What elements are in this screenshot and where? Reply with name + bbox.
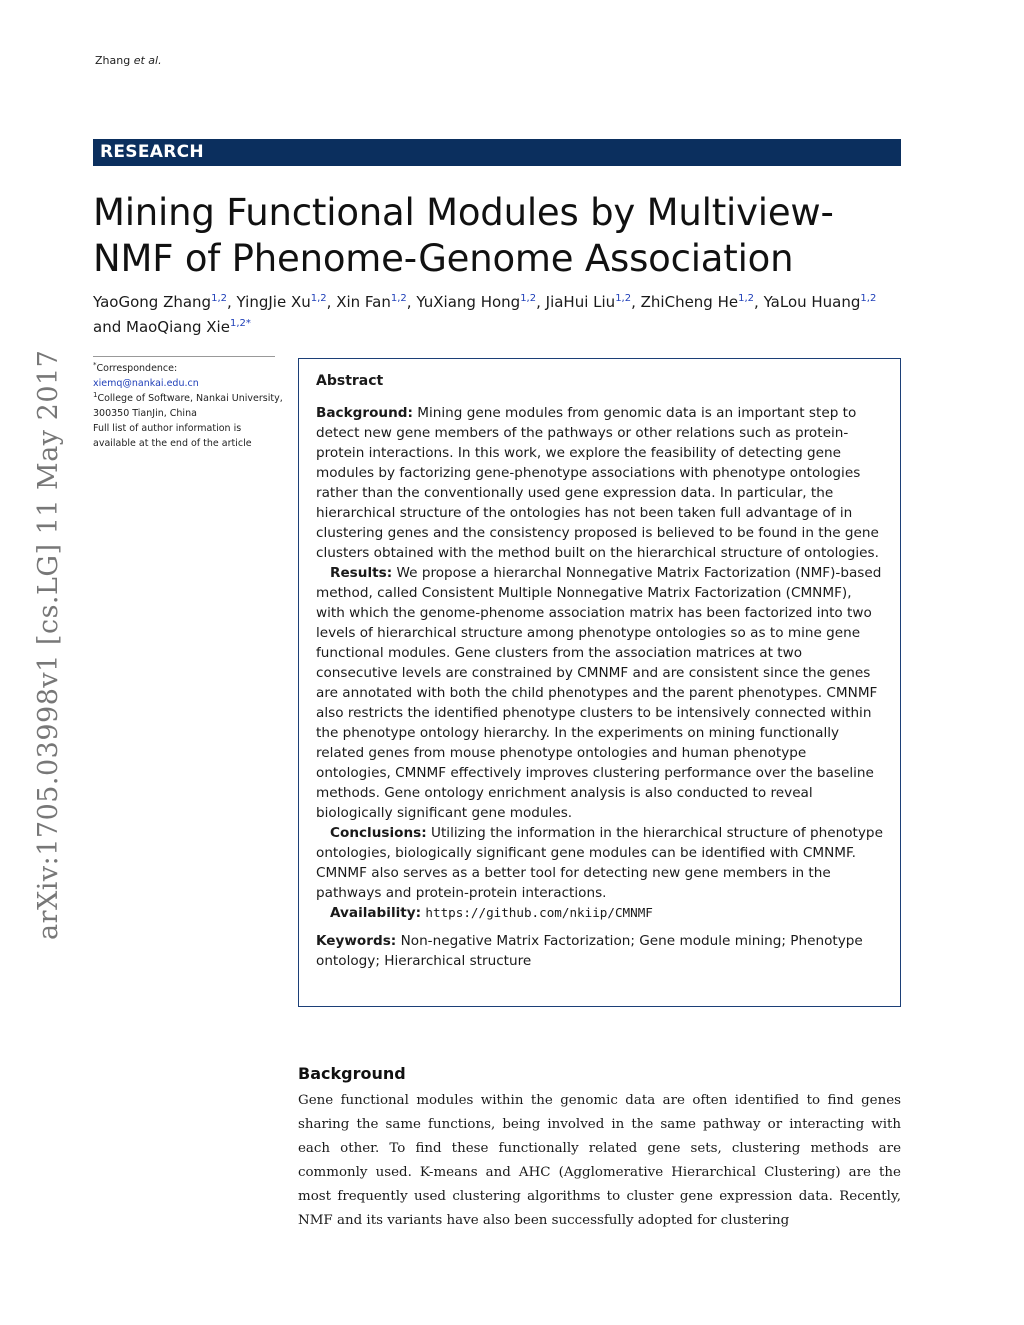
section-heading-background: Background: [298, 1064, 406, 1083]
affiliation-note: $^1$College of Software, Nankai University, 300350 TianJin, China: [93, 391, 283, 419]
author-affiliation[interactable]: 1,2: [520, 293, 537, 304]
abstract-background: Background: Mining gene modules from genomic data is an important step to detect new gene members of the pathways or other relations such as protein-protein interactions. In this work, we explore the feasibility of detecting gene modules by factorizing gene-phenotype associations with phenotype ontologies rather than the conventionally used gene expression data. In particular, the hierarchical structure of the ontologies has not been taken full advantage of in clustering genes and the consistency proposed is believed to be found in the gene clusters obtained with the method built on the hierarchical structure of ontologies.: [316, 405, 879, 561]
availability-link[interactable]: https://github.com/nkiip/CMNMF: [425, 905, 653, 920]
author-info-note: Full list of author information is available at the end of the article: [93, 423, 252, 449]
footnote-rule: [93, 356, 275, 357]
section-banner-label: RESEARCH: [100, 142, 204, 162]
author-name: YaLou Huang: [763, 293, 861, 311]
author-name: YaoGong Zhang: [93, 293, 212, 311]
abstract-box: [298, 358, 901, 1007]
abstract-heading: Abstract: [316, 373, 384, 389]
author-affiliation[interactable]: 1,2: [310, 293, 327, 304]
abstract-results: Results: We propose a hierarchal Nonnegative Matrix Factorization (NMF)-based method, called Consistent Multiple Nonnegative Matrix Factorization (CMNMF), with which the genome-phenome association matrix has been factorized into two levels of hierarchical structure among phenotype ontologies so as to mine gene functional modules. Gene clusters from the association matrices at two consecutive levels are constrained by CMNMF and are consistent since the genes are annotated with both the child phenotypes and the parent phenotypes. CMNMF also restricts the identified phenotype clusters to be intensively connected within the phenotype ontology hierarchy. In the experiments on mining functionally related genes from mouse phenotype ontologies and human phenotype ontologies, CMNMF effectively improves clustering performance over the baseline methods. Gene ontology enrichment analysis is also conducted to reveal biologically significant gene modules.: [316, 565, 882, 821]
abstract-keywords: Keywords: Non-negative Matrix Factorization; Gene module mining; Phenotype ontology; Hierarchical structure: [316, 933, 863, 969]
author-name: ZhiCheng He: [640, 293, 739, 311]
running-head: Zhang et al.: [95, 54, 162, 67]
body-paragraph: Gene functional modules within the genomic data are often identified to find genes sharing the same functions, being involved in the same pathway or interacting with each other. To find these functionally related gene sets, clustering methods are commonly used. K-means and AHC (Agglomerative Hierarchical Clustering) are the most frequently used clustering algorithms to cluster gene expression data. Recently, NMF and its variants have also been successfully adopted for clustering: [298, 1093, 901, 1228]
correspondence-note: *Correspondence:: [93, 361, 178, 374]
author-name: Xin Fan: [336, 293, 391, 311]
author-name: MaoQiang Xie: [126, 318, 230, 336]
author-affiliation[interactable]: 1,2: [738, 293, 755, 304]
correspondence-email-link[interactable]: xiemq@nankai.edu.cn: [93, 378, 199, 389]
author-affiliation[interactable]: 1,2: [860, 293, 877, 304]
author-affiliation[interactable]: 1,2: [390, 293, 407, 304]
author-affiliation[interactable]: 1,2: [211, 293, 227, 304]
side-notes: [93, 361, 283, 451]
author-name: YuXiang Hong: [416, 293, 521, 311]
author-affiliation[interactable]: 1,2*: [229, 318, 251, 329]
author-name: JiaHui Liu: [545, 293, 616, 311]
author-name: YingJie Xu: [236, 293, 311, 311]
arxiv-identifier: arXiv:1705.03998v1 [cs.LG] 11 May 2017: [33, 349, 64, 940]
author-list: YaoGong Zhang$^{1,2}$, YingJie Xu$^{1,2}$, Xin Fan$^{1,2}$, YuXiang Hong$^{1,2}$, JiaHui Liu$^{1,2}$, ZhiCheng He$^{1,2}$, YaLou Huang$^{1,2}$ and MaoQiang Xie$^{1,2*}$: [93, 293, 877, 336]
author-affiliation[interactable]: 1,2: [615, 293, 632, 304]
section-banner: [93, 139, 901, 166]
paper-title: Mining Functional Modules by Multiview-NMF of Phenome-Genome Association: [93, 191, 834, 280]
abstract-availability: Availability: https://github.com/nkiip/CMNMF: [330, 905, 653, 921]
abstract-conclusions: Conclusions: Utilizing the information in the hierarchical structure of phenotype ontologies, biologically significant gene modules can be identified with CMNMF. CMNMF also serves as a better tool for detecting new gene members in the pathways and protein-protein interactions.: [316, 825, 883, 901]
